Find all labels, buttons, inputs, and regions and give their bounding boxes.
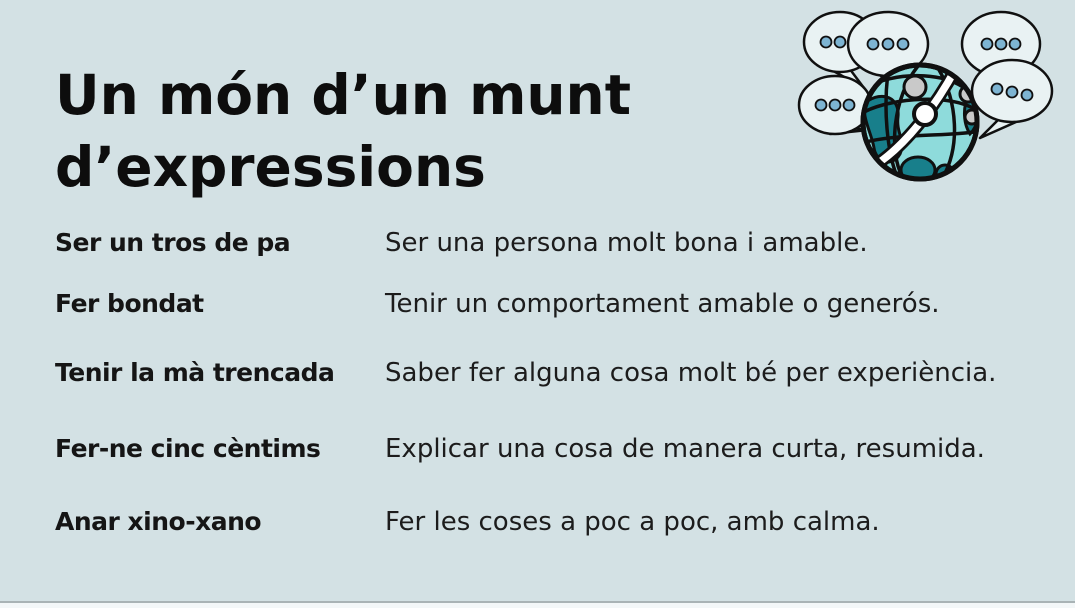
page-title-line1: Un món d’un munt [55,62,631,127]
expression-row [55,358,1045,388]
expression-row [55,434,1045,464]
speech-bubble-icon [799,76,871,134]
speech-bubble-icon [972,60,1052,138]
expression-term: Fer bondat [55,289,204,318]
expression-definition: Explicar una cosa de manera curta, resumida. [385,434,985,464]
bottom-edge-strip [0,601,1075,608]
page-title-line2: d’expressions [55,134,486,199]
page-title [55,59,631,203]
expression-row [55,507,1045,537]
expression-row [55,228,1045,258]
globe-with-speech-bubbles-illustration [788,2,1073,202]
expression-term: Fer-ne cinc cèntims [55,434,321,463]
expression-term: Tenir la mà trencada [55,358,335,387]
globe-icon [863,65,979,183]
expression-row [55,289,1045,319]
expression-definition: Tenir un comportament amable o generós. [385,289,940,319]
expression-term: Anar xino-xano [55,507,262,536]
expression-definition: Saber fer alguna cosa molt bé per experiència. [385,358,997,388]
expression-term: Ser un tros de pa [55,228,291,257]
expression-definition: Ser una persona molt bona i amable. [385,228,868,258]
expression-definition: Fer les coses a poc a poc, amb calma. [385,507,880,537]
